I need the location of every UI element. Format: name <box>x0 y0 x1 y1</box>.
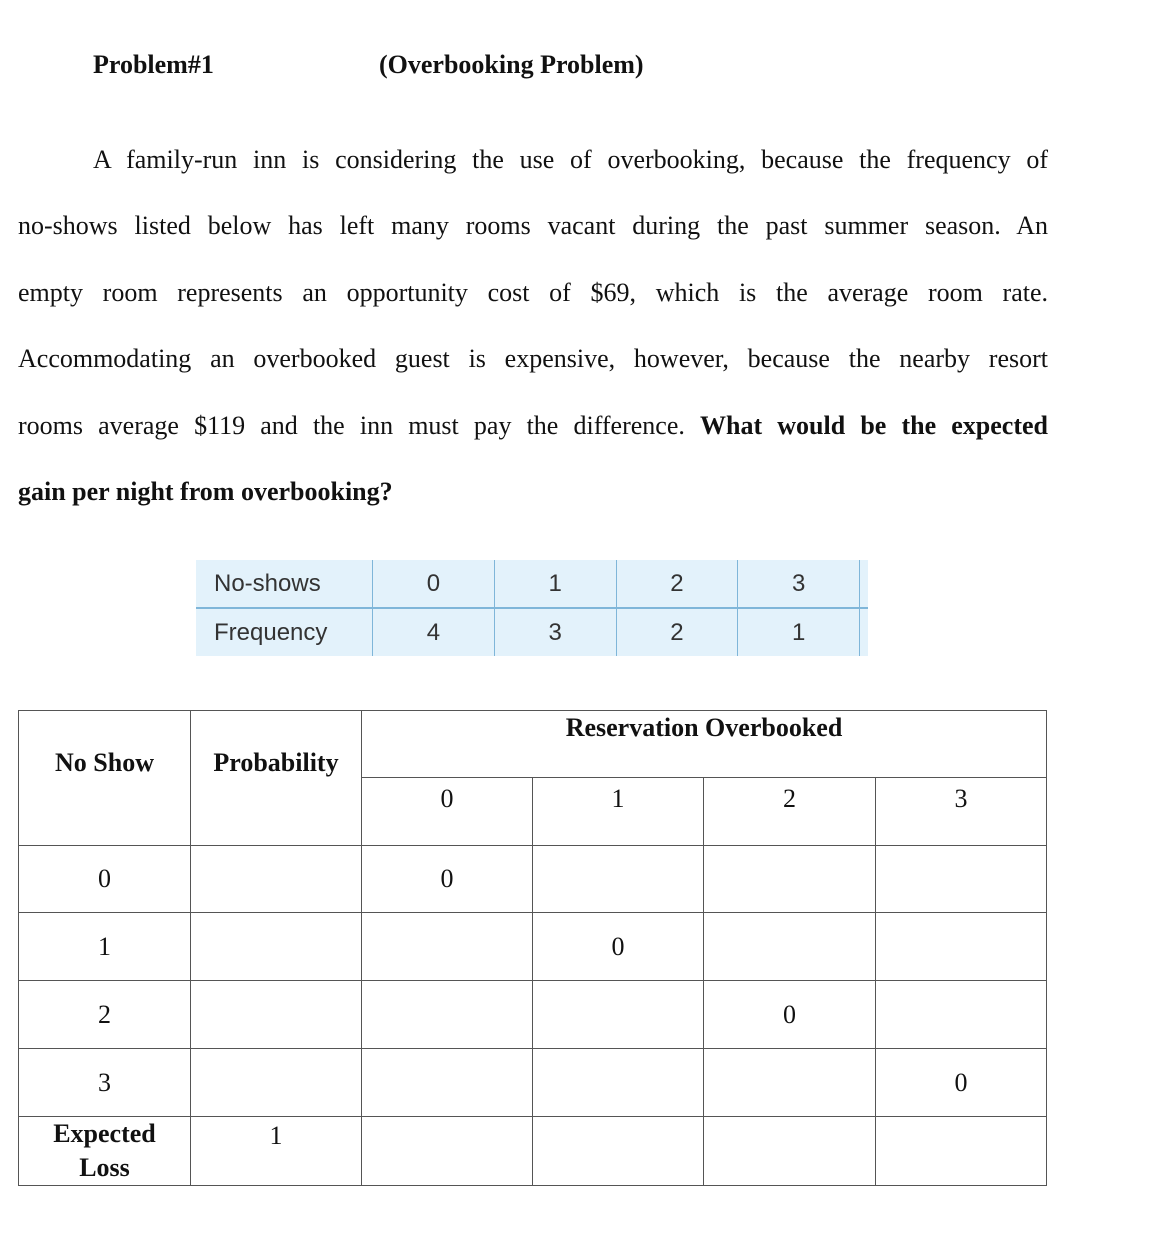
expected-loss-label-line-1: Expected <box>53 1119 156 1148</box>
no-show-value: 1 <box>19 913 191 981</box>
expected-loss-label <box>19 1117 191 1186</box>
question-text-part-2: gain per night from overbooking? <box>18 477 393 506</box>
probability-cell[interactable] <box>191 913 362 981</box>
expected-loss-cell[interactable] <box>533 1117 704 1186</box>
overbooked-level: 0 <box>362 778 533 846</box>
probability-cell[interactable] <box>191 1049 362 1117</box>
paragraph-line-4 <box>18 344 1048 374</box>
loss-cell[interactable]: 0 <box>362 846 533 913</box>
probability-cell[interactable] <box>191 846 362 913</box>
table-row <box>19 913 1047 981</box>
table-row <box>19 981 1047 1049</box>
loss-cell[interactable] <box>362 1049 533 1117</box>
loss-cell[interactable] <box>533 1049 704 1117</box>
loss-cell[interactable] <box>704 846 876 913</box>
loss-cell[interactable]: 0 <box>876 1049 1047 1117</box>
overbooked-level: 2 <box>704 778 876 846</box>
paragraph-text-5 <box>18 411 1048 441</box>
no-show-value: 3 <box>19 1049 191 1117</box>
expected-loss-label-line-2: Loss <box>79 1153 130 1182</box>
paragraph-text-2: no-shows listed below has left many rooms vacant during the past summer season. An <box>18 211 1048 240</box>
overbooked-level: 3 <box>876 778 1047 846</box>
no-shows-label: No-shows <box>196 560 373 608</box>
expected-loss-cell[interactable] <box>362 1117 533 1186</box>
paragraph-line-1 <box>93 145 1048 175</box>
expected-loss-cell[interactable] <box>704 1117 876 1186</box>
probability-total: 1 <box>191 1117 362 1186</box>
paragraph-text-4: Accommodating an overbooked guest is expensive, however, because the nearby resort <box>18 344 1048 373</box>
problem-label: Problem#1 <box>93 50 214 79</box>
expected-loss-cell[interactable] <box>876 1117 1047 1186</box>
loss-cell[interactable] <box>876 981 1047 1049</box>
question-text-part-1: What would be the expected <box>700 411 1048 440</box>
no-shows-cell: 3 <box>738 560 860 608</box>
reservation-overbooked-header: Reservation Overbooked <box>362 711 1047 778</box>
paragraph-text-3: empty room represents an opportunity cost of $69, which is the average room rate. <box>18 278 1048 307</box>
probability-cell[interactable] <box>191 981 362 1049</box>
no-show-value: 0 <box>19 846 191 913</box>
loss-cell[interactable] <box>533 846 704 913</box>
paragraph-line-2 <box>18 211 1048 241</box>
overbooked-level: 1 <box>533 778 704 846</box>
paragraph-text-1: A family-run inn is considering the use of overbooking, because the frequency of <box>93 145 1048 174</box>
probability-header: Probability <box>191 711 362 846</box>
frequency-cell: 2 <box>616 608 738 656</box>
table-row <box>19 846 1047 913</box>
problem-title: (Overbooking Problem) <box>379 50 644 79</box>
loss-cell[interactable] <box>362 913 533 981</box>
paragraph-line-5 <box>18 411 1048 441</box>
frequency-table <box>196 560 868 656</box>
frequency-cell: 3 <box>494 608 616 656</box>
frequency-row <box>196 608 868 656</box>
no-shows-row <box>196 560 868 608</box>
frequency-cell: 4 <box>373 608 495 656</box>
loss-cell[interactable] <box>362 981 533 1049</box>
no-shows-cell: 1 <box>494 560 616 608</box>
expected-loss-row <box>19 1117 1047 1186</box>
table-row <box>19 1049 1047 1117</box>
expected-loss-table <box>18 710 1047 1186</box>
paragraph-line-3 <box>18 278 1048 308</box>
loss-cell[interactable] <box>704 913 876 981</box>
loss-cell[interactable] <box>876 846 1047 913</box>
no-show-value: 2 <box>19 981 191 1049</box>
no-shows-cell: 2 <box>616 560 738 608</box>
loss-cell[interactable]: 0 <box>533 913 704 981</box>
no-shows-cell: 0 <box>373 560 495 608</box>
loss-cell[interactable] <box>704 1049 876 1117</box>
loss-cell[interactable] <box>533 981 704 1049</box>
loss-cell[interactable] <box>876 913 1047 981</box>
table-header-row <box>19 711 1047 778</box>
frequency-cell: 1 <box>738 608 860 656</box>
paragraph-text-5-plain: rooms average $119 and the inn must pay the difference. <box>18 411 685 440</box>
no-show-header: No Show <box>19 711 191 846</box>
loss-cell[interactable]: 0 <box>704 981 876 1049</box>
frequency-label: Frequency <box>196 608 373 656</box>
